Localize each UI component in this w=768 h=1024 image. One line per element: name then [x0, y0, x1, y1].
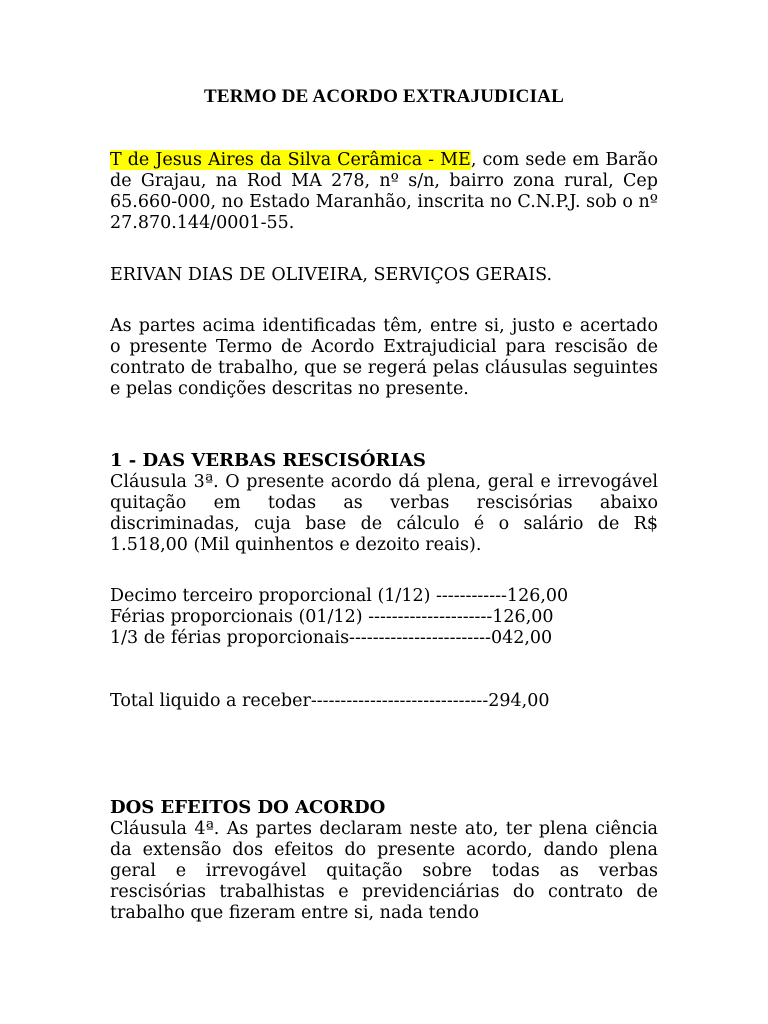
party1-details: , com sede em Barão de Grajau, na Rod MA 278, nº s/n, bairro zona rural, Cep 65.660-000, no Estado Maranhão, inscrita no C.N.P.J. sob o nº 27.870.144/0001-55.: [110, 150, 658, 233]
item-decimo-terceiro: Decimo terceiro proporcional (1/12) ------------126,00: [110, 586, 569, 606]
intro-paragraph: As partes acima identificadas têm, entre si, justo e acertado o presente Termo de Acordo Extrajudicial para rescisão de contrato de trabalho, que se regerá pelas cláusulas seguintes e pelas condições descritas no presente.: [110, 316, 658, 399]
section1-clause: Cláusula 3ª. O presente acordo dá plena, geral e irrevogável quitação em todas as verbas rescisórias abaixo discriminadas, cuja base de cálculo é o salário de R$ 1.518,00 (Mil quinhentos e dezoito reais).: [110, 472, 658, 555]
total-line: Total liquido a receber------------------------------294,00: [110, 691, 550, 711]
section1-heading: 1 - DAS VERBAS RESCISÓRIAS: [110, 450, 426, 471]
section2-heading: DOS EFEITOS DO ACORDO: [110, 797, 386, 818]
document-title: TERMO DE ACORDO EXTRAJUDICIAL: [204, 86, 564, 107]
section2-clause: Cláusula 4ª. As partes declaram neste ato, ter plena ciência da extensão dos efeitos do presente acordo, dando plena geral e irrevogável quitação sobre todas as verbas rescisórias trabalhistas e previdenciárias do contrato de trabalho que fizeram entre si, nada tendo: [110, 819, 658, 923]
party1-name-highlight: T de Jesus Aires da Silva Cerâmica - ME: [110, 150, 471, 170]
party2-paragraph: ERIVAN DIAS DE OLIVEIRA, SERVIÇOS GERAIS.: [110, 265, 553, 285]
party1-paragraph: [110, 150, 658, 234]
item-ferias-proporcionais: Férias proporcionais (01/12) ---------------------126,00: [110, 607, 554, 627]
item-terco-ferias: 1/3 de férias proporcionais------------------------042,00: [110, 628, 553, 648]
